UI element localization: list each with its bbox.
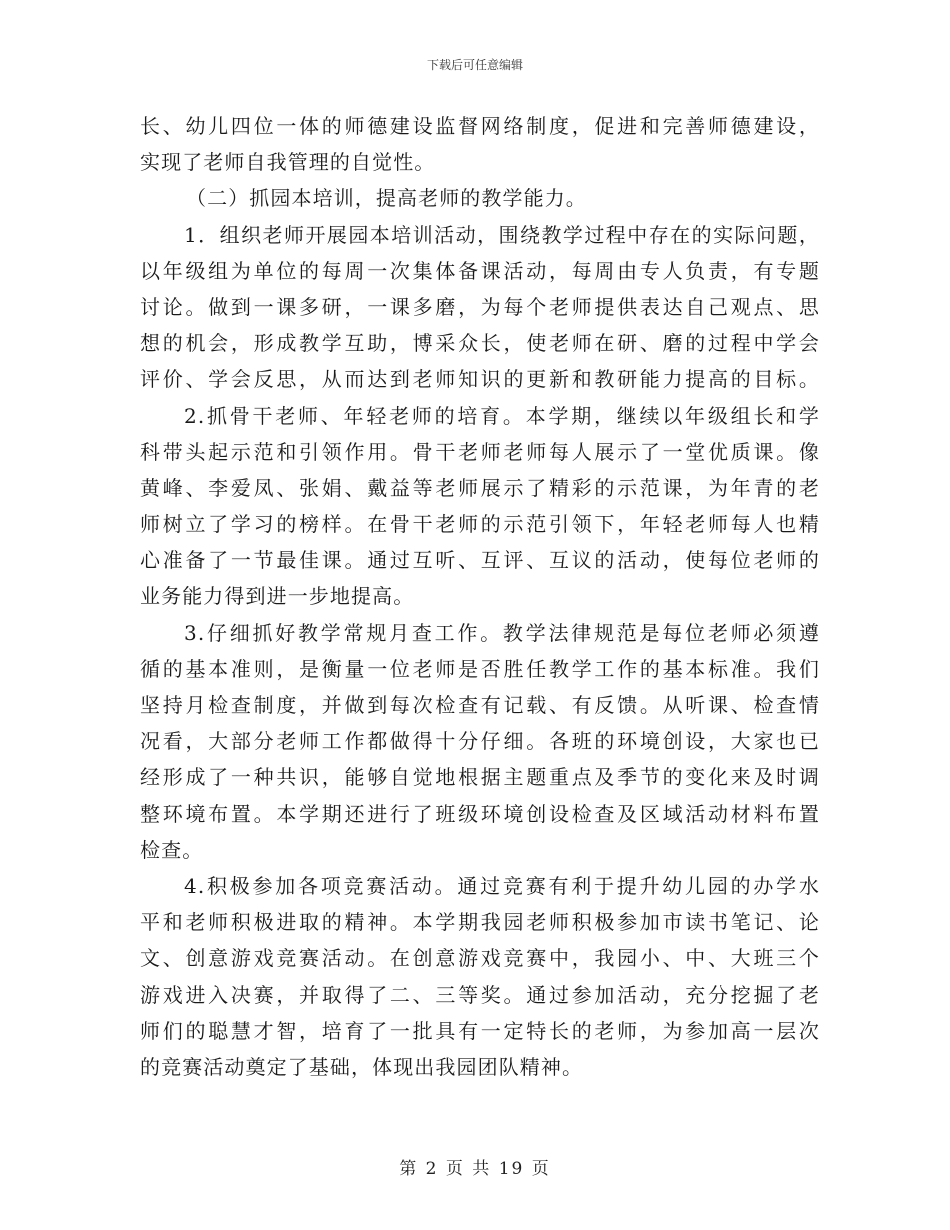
text-line: 1．组织老师开展园本培训活动，围绕教学过程中存在的实际问题， (184, 222, 820, 247)
text-line: 3.仔细抓好教学常规月查工作。教学法律规范是每位老师必须遵 (184, 620, 820, 645)
text-line: 检查。 (140, 837, 204, 862)
text-line: 4.积极参加各项竞赛活动。通过竞赛有利于提升幼儿园的办学水 (184, 873, 820, 898)
text-line: 坚持月检查制度，并做到每次检查有记载、有反馈。从听课、检查情 (140, 693, 820, 717)
text-line: 的竞赛活动奠定了基础，体现出我园团队精神。 (140, 1054, 584, 1079)
page-header: 下载后可任意编辑 (426, 58, 523, 72)
text-line: 心准备了一节最佳课。通过互听、互评、互议的活动，使每位老师的 (140, 548, 820, 573)
text-line: 长、幼儿四位一体的师德建设监督网络制度，促进和完善师德建设， (140, 114, 820, 138)
text-line: 业务能力得到进一步地提高。 (140, 584, 415, 609)
text-line: 况看，大部分老师工作都做得十分仔细。各班的环境创设，大家也已 (140, 729, 820, 754)
section-heading: （二）抓园本培训，提高老师的教学能力。 (186, 186, 587, 211)
text-line: 师树立了学习的榜样。在骨干老师的示范引领下，年轻老师每人也精 (140, 512, 820, 537)
text-line: 2.抓骨干老师、年轻老师的培育。本学期，继续以年级组长和学 (184, 403, 820, 428)
text-line: 文、创意游戏竞赛活动。在创意游戏竞赛中，我园小、中、大班三个 (140, 946, 820, 971)
text-line: 整环境布置。本学期还进行了班级环境创设检查及区域活动材料布置 (140, 801, 820, 826)
text-line: 以年级组为单位的每周一次集体备课活动，每周由专人负责，有专题 (140, 258, 820, 283)
text-line: 黄峰、李爱凤、张娟、戴益等老师展示了精彩的示范课，为年青的老 (140, 475, 820, 500)
text-line: 平和老师积极进取的精神。本学期我园老师积极参加市读书笔记、论 (140, 910, 820, 935)
document-body (140, 108, 820, 1085)
text-line: 想的机会，形成教学互助，博采众长，使老师在研、磨的过程中学会 (140, 331, 820, 356)
page-number: 第 2 页 共 19 页 (399, 1159, 551, 1179)
text-line: 实现了老师自我管理的自觉性。 (140, 150, 436, 175)
text-line: 科带头起示范和引领作用。骨干老师老师每人展示了一堂优质课。像 (140, 439, 820, 464)
text-line: 师们的聪慧才智，培育了一批具有一定特长的老师，为参加高一层次 (140, 1018, 820, 1043)
text-line: 评价、学会反思，从而达到老师知识的更新和教研能力提高的目标。 (140, 367, 820, 392)
text-line: 循的基本准则，是衡量一位老师是否胜任教学工作的基本标准。我们 (140, 656, 820, 681)
text-line: 游戏进入决赛，并取得了二、三等奖。通过参加活动，充分挖掘了老 (140, 982, 820, 1007)
text-line: 讨论。做到一课多研，一课多磨，为每个老师提供表达自己观点、思 (140, 294, 820, 319)
text-line: 经形成了一种共识，能够自觉地根据主题重点及季节的变化来及时调 (140, 765, 820, 790)
